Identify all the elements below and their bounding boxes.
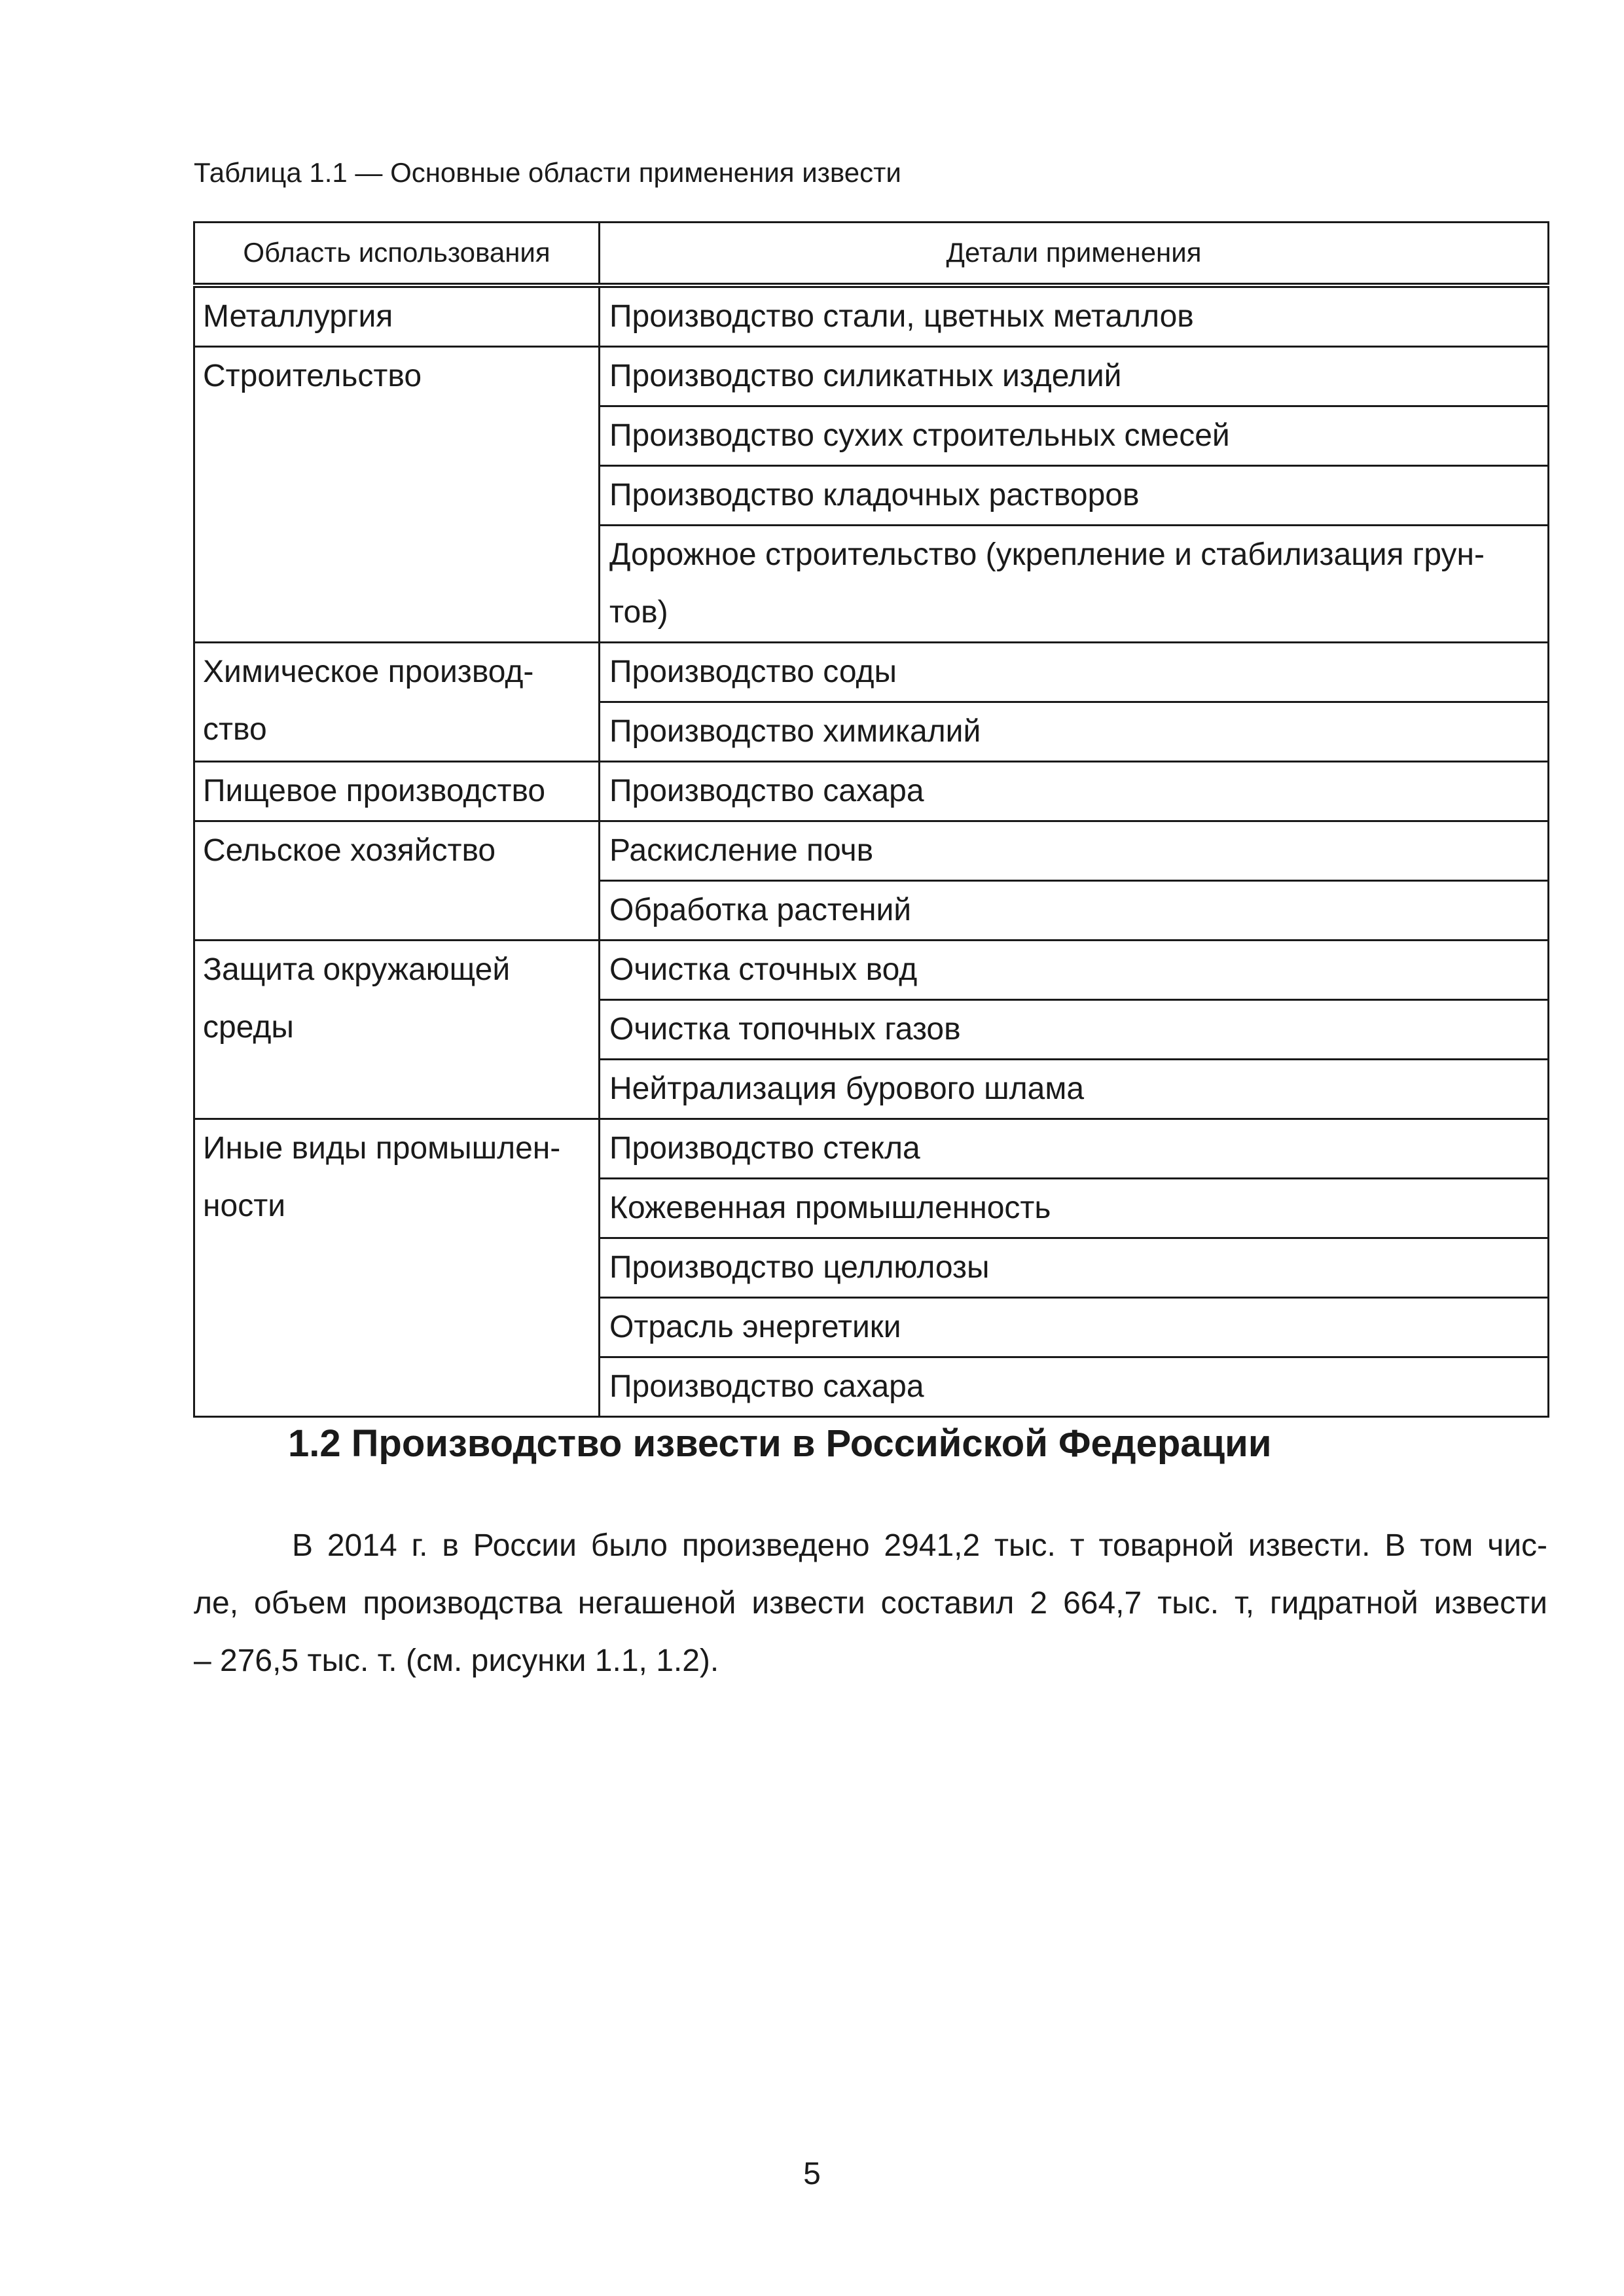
detail-cell: Производство сухих строительных смесей xyxy=(600,406,1549,465)
page-number: 5 xyxy=(803,2157,821,2191)
area-cell: Защита окружающей среды xyxy=(194,940,600,1119)
area-cell: Строительство xyxy=(194,346,600,642)
table-row xyxy=(194,642,1549,702)
paragraph-line: В 2014 г. в России было произведено 2941,2 тыс. т товарной извести. В том чис- xyxy=(292,1528,1547,1563)
detail-cell: Производство соды xyxy=(600,642,1549,702)
detail-cell: Нейтрализация бурового шлама xyxy=(600,1059,1549,1119)
table-row xyxy=(194,821,1549,880)
column-header-area: Область использования xyxy=(194,223,600,285)
detail-cell: Производство химикалий xyxy=(600,702,1549,761)
paragraph-line: ле, объем производства негашеной извести составил 2 664,7 тыс. т, гидратной извести xyxy=(194,1586,1547,1621)
detail-cell: Производство стекла xyxy=(600,1119,1549,1178)
detail-cell: Дорожное строительство (укрепление и стабилизация грун-тов) xyxy=(600,525,1549,642)
paragraph-line: – 276,5 тыс. т. (см. рисунки 1.1, 1.2). xyxy=(194,1643,719,1678)
body-paragraph xyxy=(194,1517,1547,1690)
detail-cell: Раскисление почв xyxy=(600,821,1549,880)
detail-cell: Производство кладочных растворов xyxy=(600,465,1549,525)
lime-applications-table xyxy=(193,221,1549,1418)
table-header-row xyxy=(194,223,1549,285)
detail-cell: Отрасль энергетики xyxy=(600,1297,1549,1357)
detail-cell: Производство сахара xyxy=(600,761,1549,821)
table-row xyxy=(194,940,1549,999)
table-row xyxy=(194,761,1549,821)
detail-cell: Обработка растений xyxy=(600,880,1549,940)
detail-cell: Очистка сточных вод xyxy=(600,940,1549,999)
table-row xyxy=(194,285,1549,347)
detail-cell: Кожевенная промышленность xyxy=(600,1178,1549,1238)
area-cell: Металлургия xyxy=(194,285,600,347)
area-cell: Иные виды промышлен-ности xyxy=(194,1119,600,1416)
column-header-details: Детали применения xyxy=(600,223,1549,285)
detail-cell: Производство стали, цветных металлов xyxy=(600,285,1549,347)
area-cell: Пищевое производство xyxy=(194,761,600,821)
table-row xyxy=(194,346,1549,406)
table-row xyxy=(194,1119,1549,1178)
detail-cell: Производство силикатных изделий xyxy=(600,346,1549,406)
area-cell: Химическое производ-ство xyxy=(194,642,600,761)
area-cell: Сельское хозяйство xyxy=(194,821,600,940)
detail-cell: Очистка топочных газов xyxy=(600,999,1549,1059)
table-caption: Таблица 1.1 — Основные области применения извести xyxy=(194,157,901,188)
section-heading: 1.2 Производство извести в Российской Федерации xyxy=(288,1422,1272,1465)
detail-cell: Производство сахара xyxy=(600,1357,1549,1416)
detail-cell: Производство целлюлозы xyxy=(600,1238,1549,1297)
